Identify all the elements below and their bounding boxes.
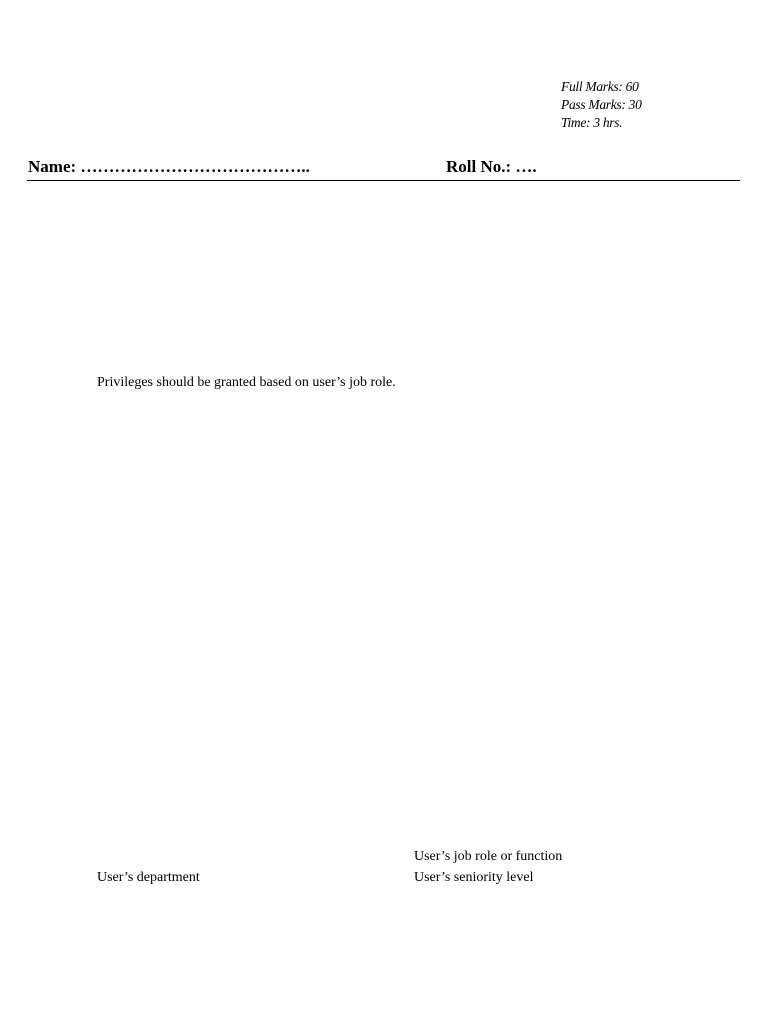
roll-number-field-label: Roll No.: …. <box>446 157 537 176</box>
name-field-label: Name: ………………………………….. <box>28 157 310 176</box>
time-text: Time: 3 hrs. <box>561 115 623 130</box>
pass-marks-text: Pass Marks: 30 <box>561 97 642 112</box>
question-statement: Privileges should be granted based on user’s job role. <box>97 375 396 390</box>
answer-option-department: User’s department <box>97 870 200 885</box>
exam-info-block <box>561 78 642 132</box>
answer-option-seniority: User’s seniority level <box>414 870 534 885</box>
answer-option-job-role: User’s job role or function <box>414 849 563 864</box>
full-marks-text: Full Marks: 60 <box>561 79 639 94</box>
student-info-header <box>27 156 740 181</box>
